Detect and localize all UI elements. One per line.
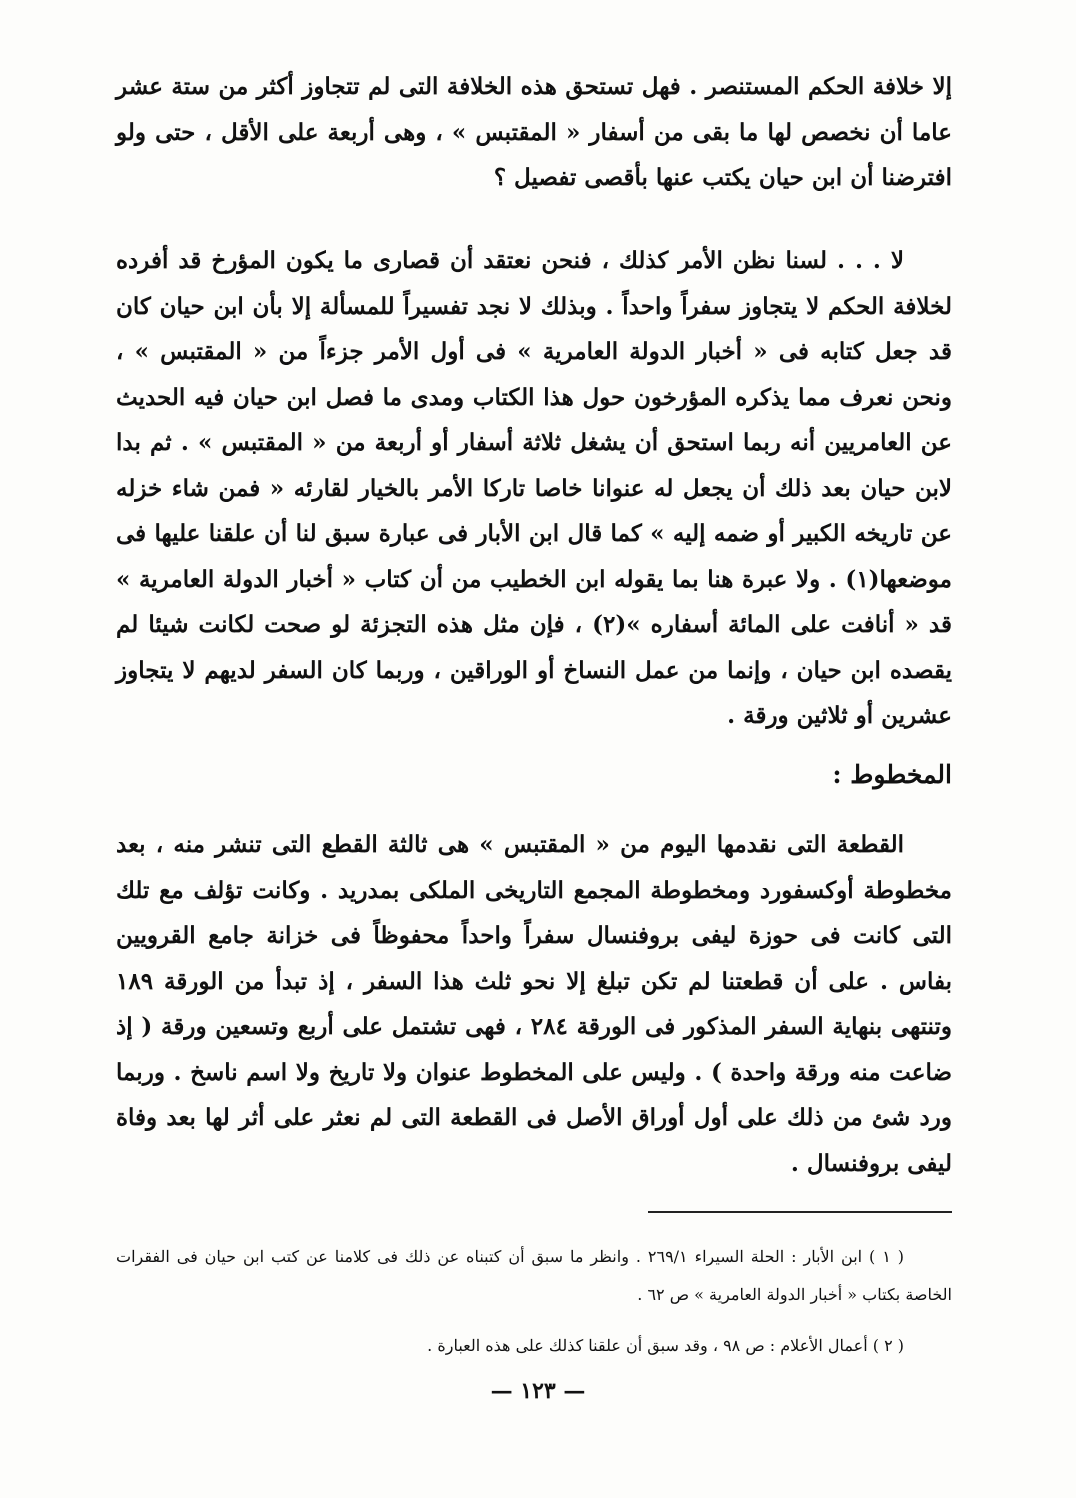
section-heading: المخطوط : [832, 760, 952, 789]
body-paragraph-1: إلا خلافة الحكم المستنصر . فهل تستحق هذه الخلافة التى لم تتجاوز أكثر من ستة عشر عاما أن نخصص لها ما بقى من أسفار « المقتبس » ، وهى أربعة على الأقل ، حتى ولو افترضنا أن ابن حيان يكتب عنها بأقصى تفصيل ؟ [116, 73, 952, 191]
footnote-2: ( ٢ ) أعمال الأعلام : ص ٩٨ ، وقد سبق أن علقنا كذلك على هذه العبارة . [427, 1336, 904, 1355]
footnote-1: ( ١ ) ابن الأبار : الحلة السيراء ٢٦٩/١ . وانظر ما سبق أن كتبناه عن ذلك فى كلامنا عن كتب ابن حيان فى الفقرات الخاصة بكتاب « أخبار الدولة العامرية » ص ٦٢ . [116, 1247, 952, 1304]
body-paragraph-2: لا . . . لسنا نظن الأمر كذلك ، فنحن نعتقد أن قصارى ما يكون المؤرخ قد أفرده لخلافة الحكم لا يتجاوز سفراً واحداً . وبذلك لا نجد تفسيراً للمسألة إلا بأن ابن حيان كان قد جعل كتابه فى « أخبار الدولة العامرية » فى أول الأمر جزءاً من « المقتبس » ، ونحن نعرف مما يذكره المؤرخون حول هذا الكتاب ومدى ما فصل ابن حيان فيه الحديث عن العامريين أنه ربما استحق أن يشغل ثلاثة أسفار أو أربعة من « المقتبس » . ثم بدا لابن حيان بعد ذلك أن يجعل له عنوانا خاصا تاركا الأمر بالخيار لقارئه « فمن شاء خزله عن تاريخه الكبير أو ضمه إليه » كما قال ابن الأبار فى عبارة سبق لنا أن علقنا عليها فى موضعها(١) . ولا عبرة هنا بما يقوله ابن الخطيب من أن كتاب « أخبار الدولة العامرية » قد « أنافت على المائة أسفاره »(٢) ، فإن مثل هذه التجزئة لو صحت لكانت شيئا لم يقصده ابن حيان ، وإنما من عمل النساخ أو الوراقين ، وربما كان السفر لديهم لا يتجاوز عشرين أو ثلاثين ورقة . [116, 247, 953, 729]
page-number: — ١٢٣ — [490, 1378, 586, 1404]
footnote-divider [648, 1211, 952, 1213]
body-paragraph-3: القطعة التى نقدمها اليوم من « المقتبس » هى ثالثة القطع التى تنشر منه ، بعد مخطوطة أوكسفورد ومخطوطة المجمع التاريخى الملكى بمدريد . وكانت تؤلف مع تلك التى كانت فى حوزة ليفى بروفنسال سفراً واحداً محفوظاً فى خزانة جامع القرويين بفاس . على أن قطعتنا لم تكن تبلغ إلا نحو ثلث هذا السفر ، إذ تبدأ من الورقة ١٨٩ وتنتهى بنهاية السفر المذكور فى الورقة ٢٨٤ ، فهى تشتمل على أربع وتسعين ورقة ( إذ ضاعت منه ورقة واحدة ) . وليس على المخطوط عنوان ولا تاريخ ولا اسم ناسخ . وربما ورد شئ من ذلك على أول أوراق الأصل فى القطعة التى لم نعثر على أثر لها بعد وفاة ليفى بروفنسال . [116, 831, 953, 1177]
